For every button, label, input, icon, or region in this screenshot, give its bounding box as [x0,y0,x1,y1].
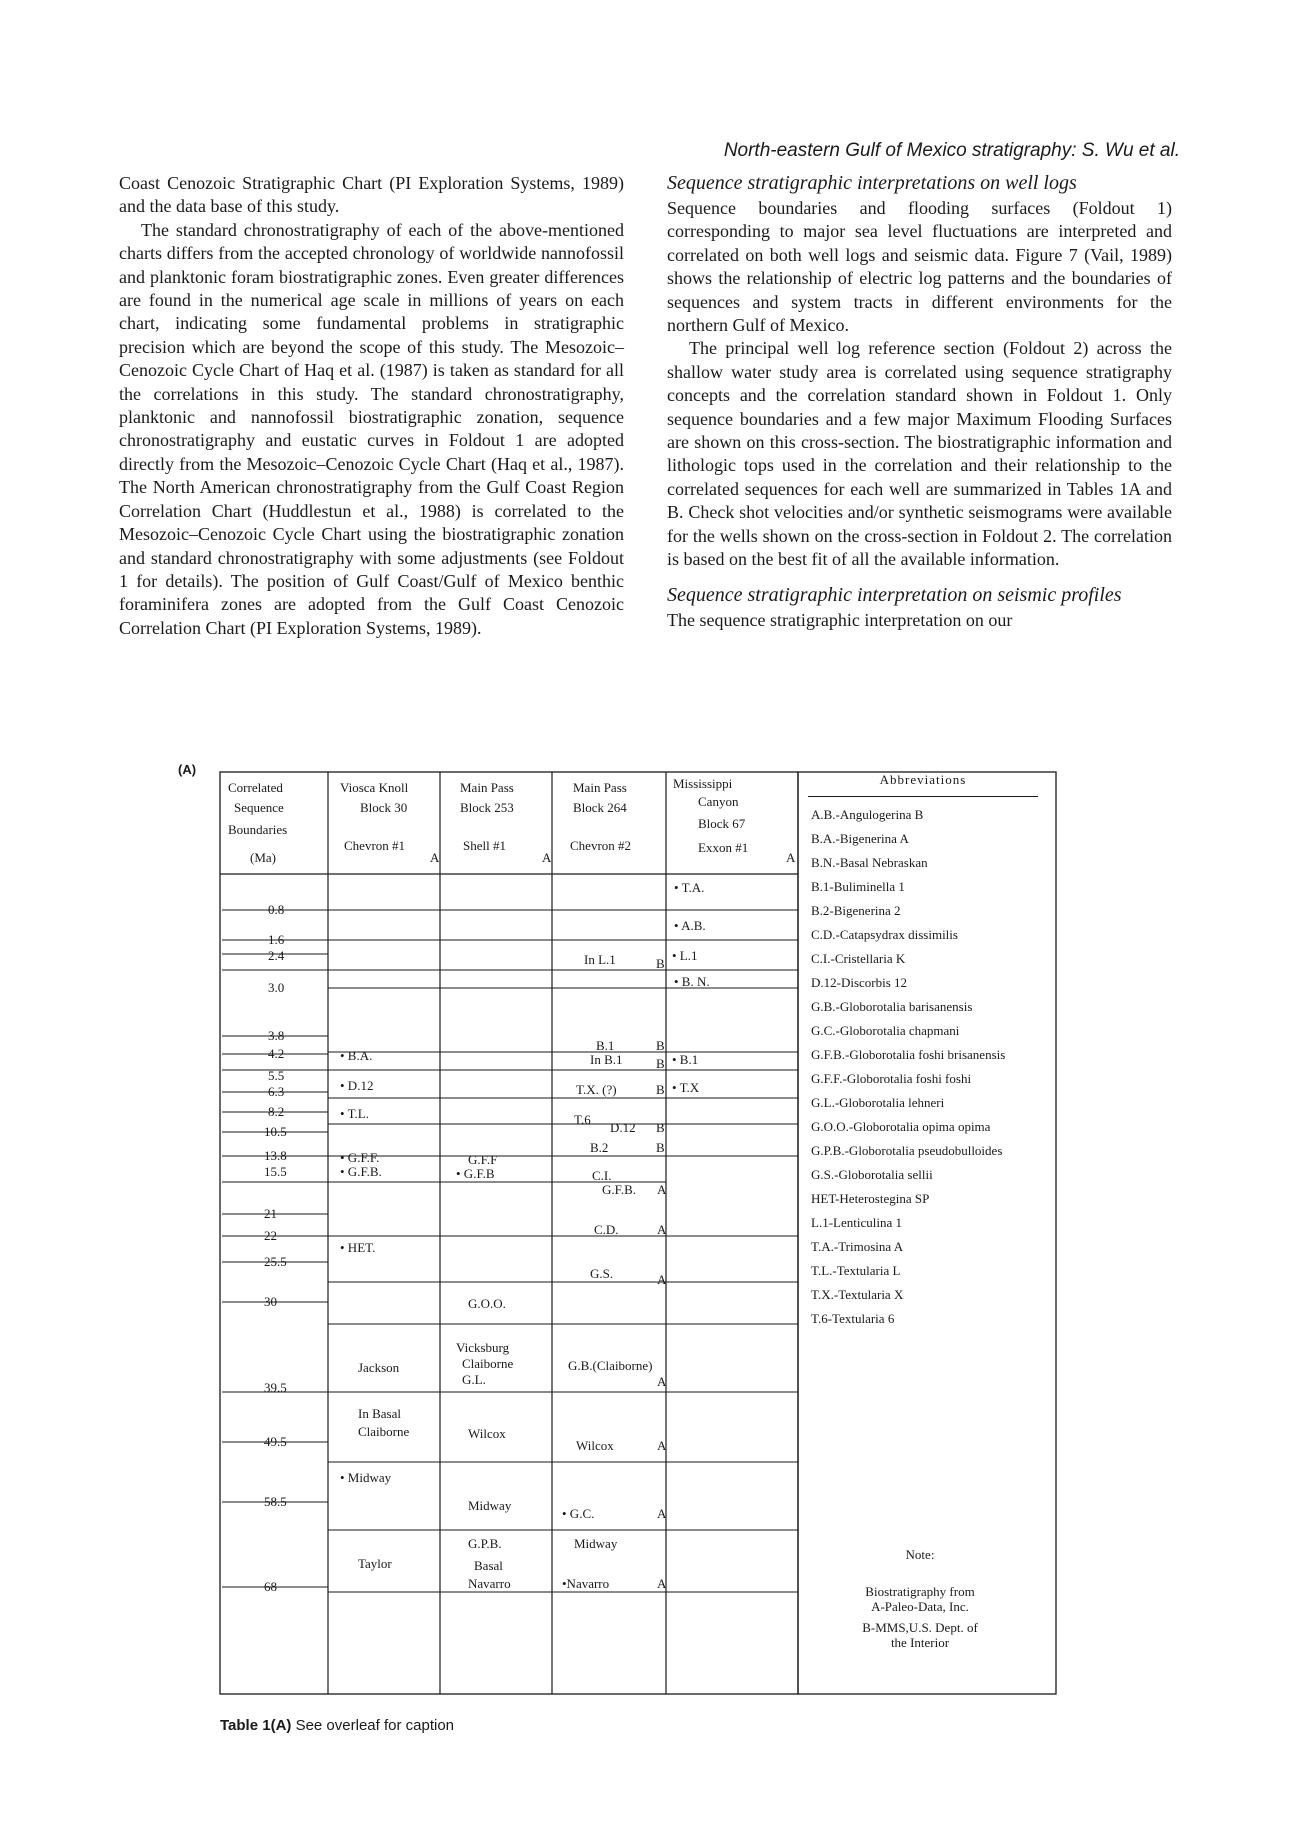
header-cell: Viosca Knoll [340,780,409,795]
paragraph: Sequence boundaries and flooding surfaces (Foldout 1) corresponding to major sea level fluctuations are interpreted and correlated on both well logs and seismic data. Figure 7 (Vail, 1989) shows the relationship of electric log patterns and the boundaries of sequences and system tracts in different environments for the northern Gulf of Mexico. [667,198,1172,336]
cell-mp264: G.S. [590,1266,614,1281]
abbreviation-item: B.1-Buliminella 1 [811,879,905,894]
cell-mc67: • B. N. [674,974,710,989]
header-cell: Correlated [228,780,283,795]
cell-mp264: Midway [574,1536,618,1551]
cell-viosca: • G.F.B. [340,1164,382,1179]
abbreviation-item: A.B.-Angulogerina B [811,807,924,822]
header-cell: Mississippi [673,776,733,791]
cell-mp253: Vicksburg [456,1340,510,1355]
cell-viosca: • D.12 [340,1078,374,1093]
table-caption [220,1717,454,1734]
cell-mc67: • B.1 [672,1052,699,1067]
age-label: 22 [264,1228,277,1243]
abbreviation-item: G.B.-Globorotalia barisanensis [811,999,973,1014]
cell-mp264: B [656,1120,665,1135]
header-cell: Block 253 [460,800,514,815]
cell-mp264: C.D. [594,1222,619,1237]
cell-viosca: • HET. [340,1240,376,1255]
left-column [119,172,624,640]
cell-viosca: • G.F.F. [340,1150,380,1165]
note-line: Biostratigraphy from [865,1584,975,1599]
cell-mp253: Navarro [468,1576,511,1591]
age-label: 5.5 [268,1068,285,1083]
age-label: 3.8 [268,1028,285,1043]
header-cell: A [430,850,440,865]
age-label: 25.5 [264,1254,287,1269]
abbreviation-item: B.2-Bigenerina 2 [811,903,901,918]
cell-mp264: A [657,1506,667,1521]
cell-mp264: B [656,1056,665,1071]
cell-mc67: • A.B. [674,918,706,933]
abbreviation-item: G.S.-Globorotalia sellii [811,1167,933,1182]
age-label: 6.3 [268,1084,285,1099]
cell-mp253: Midway [468,1498,512,1513]
note-line: the Interior [890,1635,950,1650]
cell-mp253: Claiborne [462,1356,514,1371]
cell-mp264: B [656,1082,665,1097]
cell-mp264: G.B.(Claiborne) [568,1358,653,1373]
abbreviations-panel [803,772,1053,1335]
age-label: 2.4 [268,948,285,963]
cell-mc67: • T.X [672,1080,700,1095]
abbreviation-item: G.F.B.-Globorotalia foshi brisanensis [811,1047,1006,1062]
abbreviation-item: T.A.-Trimosina A [811,1239,904,1254]
paragraph: The principal well log reference section (Foldout 2) across the shallow water study area is correlated using sequence stratigraphy concepts and the correlation standard shown in Foldout 1. Only sequence boundaries and a few major Maximum Flooding Surfaces are shown on this cross-section. The biostratigraphic information and lithologic tops used in the correlation and their relationship to the correlated sequences for each well are summarized in Tables 1A and B. Check shot velocities and/or synthetic seismograms were available for the wells shown on the cross-section in Foldout 2. The correlation is based on the best fit of all the available information. [667,338,1172,570]
cell-mp264: T.6 [574,1112,591,1127]
cell-viosca: In Basal [358,1406,401,1421]
age-label: 68 [264,1579,277,1594]
running-header: North-eastern Gulf of Mexico stratigraphy: S. Wu et al. [723,140,1180,161]
cell-mp264: •Navarro [562,1576,610,1591]
cell-mp253: G.P.B. [468,1536,502,1551]
cell-mp264: A [657,1222,667,1237]
abbreviation-item: D.12-Discorbis 12 [811,975,908,990]
age-label: 8.2 [268,1104,285,1119]
age-label: 13.8 [264,1148,287,1163]
abbreviation-item: T.L.-Textularia L [811,1263,901,1278]
age-label: 10.5 [264,1124,287,1139]
cell-viosca: Claiborne [358,1424,410,1439]
age-label: 3.0 [268,980,285,995]
header-cell: Main Pass [573,780,627,795]
cell-mp253: G.O.O. [468,1296,506,1311]
cell-viosca: • Midway [340,1470,392,1485]
abbreviation-item: B.N.-Basal Nebraskan [811,855,928,870]
abbreviation-item: G.P.B.-Globorotalia pseudobulloides [811,1143,1003,1158]
cell-mp264: B.1 [596,1038,615,1053]
age-label: 1.6 [268,932,285,947]
cell-mp264: C.I. [592,1168,612,1183]
abbreviation-item: G.F.F.-Globorotalia foshi foshi [811,1071,972,1086]
age-label: 15.5 [264,1164,287,1179]
cell-mp264: D.12 [610,1120,636,1135]
cell-viosca: Taylor [358,1556,392,1571]
table-label: (A) [178,762,197,777]
header-cell: (Ma) [250,850,276,865]
header-cell: Exxon #1 [698,840,749,855]
cell-mp253: Wilcox [468,1426,506,1441]
abbreviation-item: G.C.-Globorotalia chapmani [811,1023,960,1038]
cell-mp253: Basal [474,1558,503,1573]
cell-mp264: A [657,1374,667,1389]
header-cell: Boundaries [228,822,288,837]
paragraph: The sequence stratigraphic interpretation on our [667,609,1013,630]
cell-viosca: Jackson [358,1360,400,1375]
caption-label: Table 1(A) [220,1717,292,1734]
cell-mp264: T.X. (?) [576,1082,617,1097]
age-label: 49.5 [264,1434,287,1449]
abbreviation-item: C.D.-Catapsydrax dissimilis [811,927,958,942]
abbreviations-title: Abbreviations [808,772,1038,797]
abbreviation-item: C.I.-Cristellaria K [811,951,906,966]
cell-mp264: In B.1 [590,1052,623,1067]
cell-mp264: B [656,1140,665,1155]
cell-mp264: G.F.B. [602,1182,636,1197]
header-cell: Chevron #2 [570,838,632,853]
age-label: 21 [264,1206,277,1221]
abbreviation-item: G.O.O.-Globorotalia opima opima [811,1119,991,1134]
abbreviation-item: G.L.-Globorotalia lehneri [811,1095,945,1110]
header-cell: Block 264 [573,800,627,815]
abbreviation-item: T.X.-Textularia X [811,1287,904,1302]
cell-mp264: Wilcox [576,1438,614,1453]
cell-mp253: G.L. [462,1372,486,1387]
right-column [667,172,1172,632]
header-cell: Main Pass [460,780,514,795]
cell-mp264: • G.C. [562,1506,595,1521]
header-cell: A [786,850,796,865]
abbreviation-item: L.1-Lenticulina 1 [811,1215,902,1230]
cell-mc67: • T.A. [674,880,705,895]
caption-text: See overleaf for caption [295,1717,455,1734]
cell-mp264: B [656,956,665,971]
header-cell: Block 30 [360,800,408,815]
age-label: 30 [264,1294,277,1309]
age-label: 0.8 [268,902,285,917]
cell-mc67: • L.1 [672,948,698,963]
section-heading: Sequence stratigraphic interpretation on seismic profiles [667,583,1122,606]
section-heading: Sequence stratigraphic interpretations on well logs [667,172,1077,194]
header-cell: A [542,850,552,865]
note-line: B-MMS,U.S. Dept. of [862,1620,978,1635]
table-note [820,1547,1020,1650]
paragraph: The standard chronostratigraphy of each of the above-mentioned charts differs from the accepted chronology of worldwide nannofossil and planktonic foram biostratigraphic zones. Even greater differences are found in the numerical age scale in millions of years on each chart, indicating some fundamental problems in stratigraphic precision which are beyond the scope of this study. The Mesozoic–Cenozoic Cycle Chart of Haq et al. (1987) is taken as standard for all the correlations in this study. The standard chronostratigraphy, planktonic and nannofossil biostratigraphic zonation, sequence chronostratigraphy and eustatic curves in Foldout 1 are adopted directly from the Mesozoic–Cenozoic Cycle Chart (Haq et al., 1987). The North American chronostratigraphy from the Gulf Coast Region Correlation Chart (Huddlestun et al., 1988) is correlated to the Mesozoic–Cenozoic Cycle Chart using the biostratigraphic zonation and standard chronostratigraphy with some adjustments (see Foldout 1 for details). The position of Gulf Coast/Gulf of Mexico benthic foraminifera zones are adopted from the Gulf Coast Cenozoic Correlation Chart (PI Exploration Systems, 1989). [119,219,624,638]
abbreviation-item: T.6-Textularia 6 [811,1311,895,1326]
cell-mp264: A [657,1576,667,1591]
header-cell: Canyon [698,794,739,809]
header-cell: Chevron #1 [344,838,406,853]
cell-viosca: • T.L. [340,1106,369,1121]
age-label: 39.5 [264,1380,287,1395]
note-title: Note: [905,1547,935,1562]
cell-mp264: B.2 [590,1140,609,1155]
paragraph: Coast Cenozoic Stratigraphic Chart (PI Exploration Systems, 1989) and the data base of this study. [119,173,624,217]
cell-mp264: A [657,1438,667,1453]
cell-mp253: G.F.F [468,1152,498,1167]
note-line: A-Paleo-Data, Inc. [871,1599,969,1614]
header-cell: Shell #1 [463,838,506,853]
cell-viosca: • B.A. [340,1048,373,1063]
age-label: 4.2 [268,1046,285,1061]
age-label: 58.5 [264,1494,287,1509]
abbreviations-list [803,807,1053,1326]
abbreviation-item: B.A.-Bigenerina A [811,831,909,846]
header-cell: Block 67 [698,816,746,831]
header-cell: Sequence [234,800,284,815]
cell-mp264: In L.1 [584,952,616,967]
cell-mp264: B [656,1038,665,1053]
abbreviation-item: HET-Heterostegina SP [811,1191,930,1206]
cell-mp264: A [657,1272,667,1287]
cell-mp253: • G.F.B [456,1166,495,1181]
cell-mp264: A [657,1182,667,1197]
